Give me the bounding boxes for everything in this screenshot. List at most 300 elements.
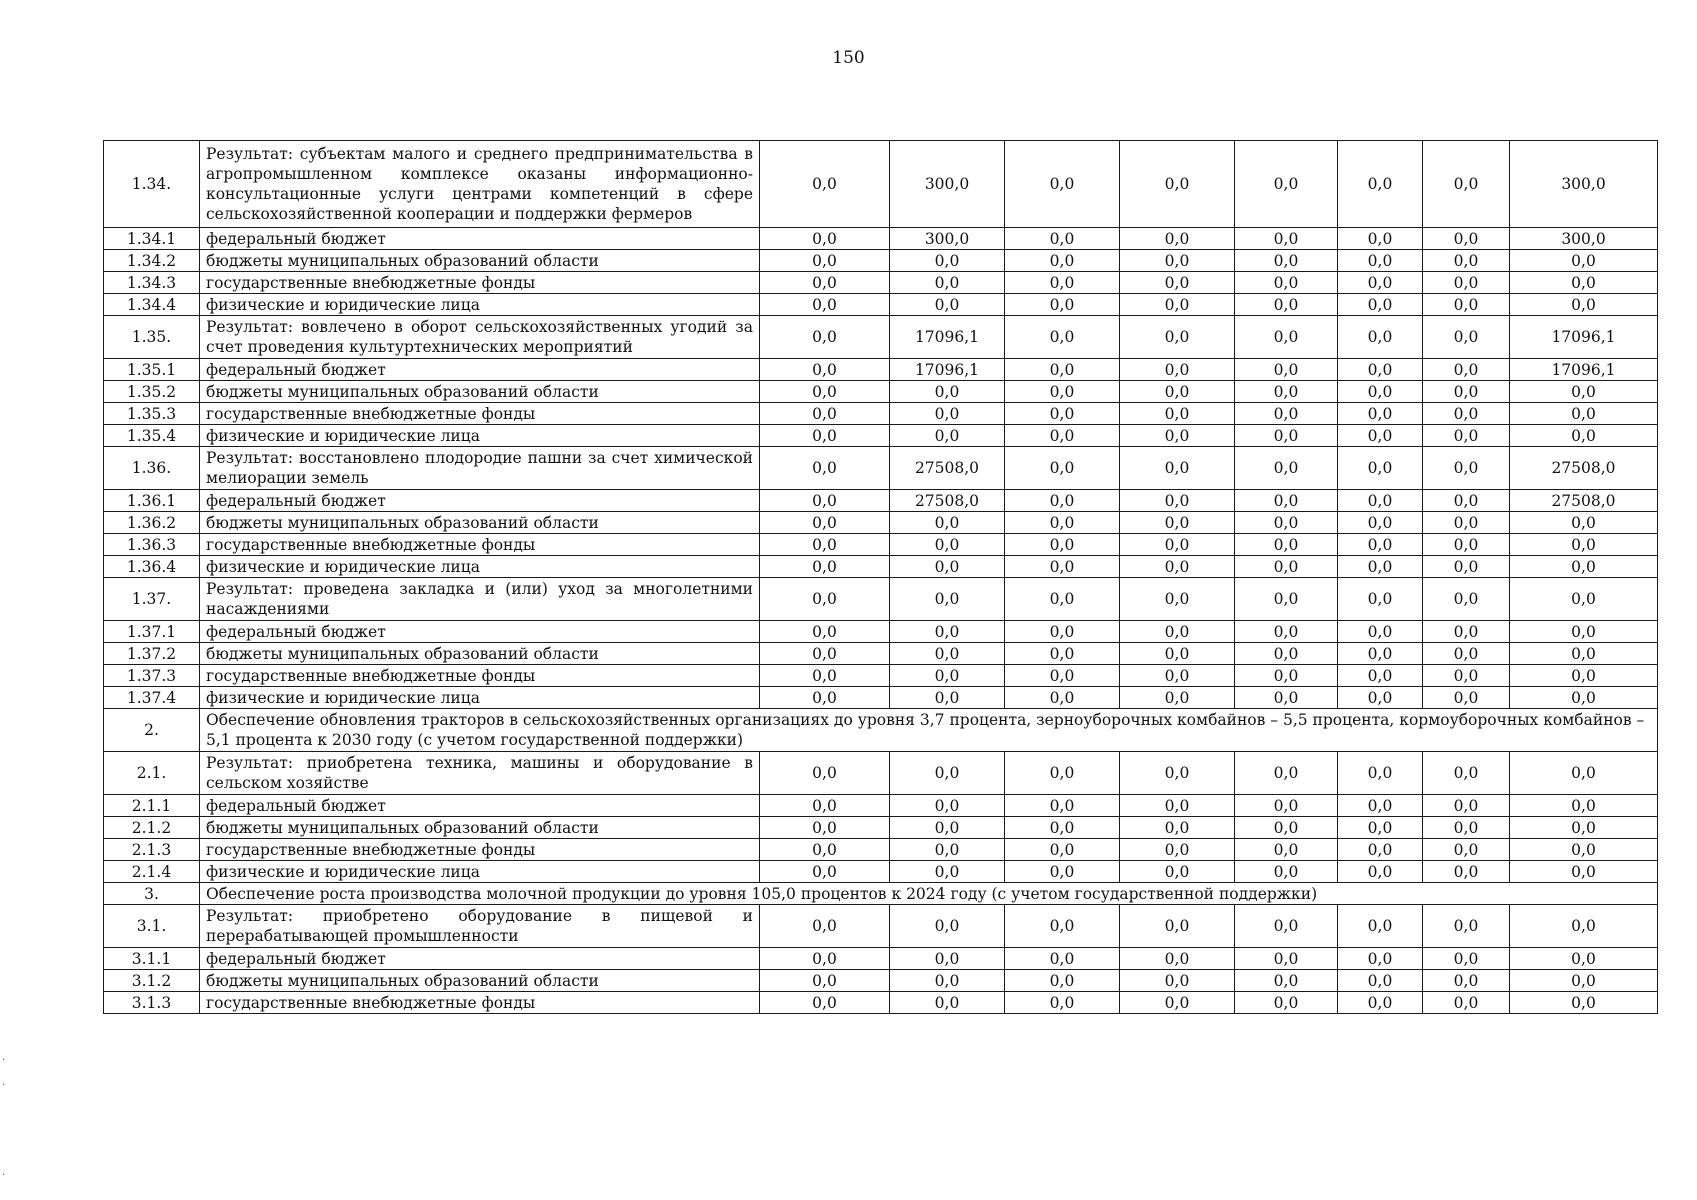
value-cell: 0,0 xyxy=(1235,861,1338,883)
row-number: 3.1.2 xyxy=(104,970,200,992)
result-description: Результат: приобретена техника, машины и оборудование в сельском хозяйстве xyxy=(200,752,760,795)
value-cell: 0,0 xyxy=(1005,534,1120,556)
value-cell: 0,0 xyxy=(1120,447,1235,490)
value-cell: 27508,0 xyxy=(890,490,1005,512)
value-cell: 0,0 xyxy=(760,316,890,359)
funding-source-label: федеральный бюджет xyxy=(200,795,760,817)
value-cell: 0,0 xyxy=(1423,490,1510,512)
result-description: Результат: восстановлено плодородие пашни за счет химической мелиорации земель xyxy=(200,447,760,490)
value-cell: 0,0 xyxy=(760,905,890,948)
result-description: Результат: проведена закладка и (или) уход за многолетними насаждениями xyxy=(200,578,760,621)
value-cell: 0,0 xyxy=(1338,621,1423,643)
value-cell: 0,0 xyxy=(1120,534,1235,556)
value-cell: 0,0 xyxy=(1120,250,1235,272)
value-cell: 0,0 xyxy=(1423,316,1510,359)
value-cell: 0,0 xyxy=(1510,621,1658,643)
funding-source-label: бюджеты муниципальных образований области xyxy=(200,381,760,403)
funding-source-label: бюджеты муниципальных образований области xyxy=(200,970,760,992)
value-cell: 0,0 xyxy=(1005,141,1120,228)
value-cell: 0,0 xyxy=(1423,512,1510,534)
value-cell: 300,0 xyxy=(1510,228,1658,250)
value-cell: 0,0 xyxy=(1423,578,1510,621)
value-cell: 0,0 xyxy=(1338,425,1423,447)
result-description: Результат: приобретено оборудование в пищевой и перерабатывающей промышленности xyxy=(200,905,760,948)
result-description: Результат: субъектам малого и среднего предпринимательства в агропромышленном комплексе оказаны информационно-консультационные услуги центрами компетенций в сфере сельскохозяйственной кооперации и поддержки фермеров xyxy=(200,141,760,228)
value-cell: 0,0 xyxy=(1005,621,1120,643)
scan-edge-mark: · xyxy=(2,1055,6,1066)
value-cell: 0,0 xyxy=(1120,665,1235,687)
source-row xyxy=(104,665,1658,687)
value-cell: 0,0 xyxy=(1510,992,1658,1014)
value-cell: 0,0 xyxy=(1235,381,1338,403)
value-cell: 0,0 xyxy=(1423,228,1510,250)
value-cell: 0,0 xyxy=(1235,970,1338,992)
source-row xyxy=(104,861,1658,883)
value-cell: 0,0 xyxy=(1120,490,1235,512)
value-cell: 0,0 xyxy=(1423,905,1510,948)
value-cell: 0,0 xyxy=(1005,861,1120,883)
value-cell: 0,0 xyxy=(1338,643,1423,665)
value-cell: 0,0 xyxy=(890,556,1005,578)
value-cell: 0,0 xyxy=(1510,512,1658,534)
row-number: 1.37.2 xyxy=(104,643,200,665)
value-cell: 0,0 xyxy=(1235,752,1338,795)
funding-source-label: государственные внебюджетные фонды xyxy=(200,839,760,861)
value-cell: 0,0 xyxy=(1510,665,1658,687)
result-row xyxy=(104,752,1658,795)
value-cell: 0,0 xyxy=(1005,556,1120,578)
value-cell: 0,0 xyxy=(1423,447,1510,490)
value-cell: 0,0 xyxy=(1120,839,1235,861)
funding-source-label: федеральный бюджет xyxy=(200,228,760,250)
value-cell: 0,0 xyxy=(1235,425,1338,447)
value-cell: 0,0 xyxy=(1510,861,1658,883)
scan-edge-mark: · xyxy=(2,1170,6,1181)
value-cell: 0,0 xyxy=(1510,425,1658,447)
value-cell: 0,0 xyxy=(1120,578,1235,621)
value-cell: 0,0 xyxy=(1235,665,1338,687)
value-cell: 0,0 xyxy=(1120,403,1235,425)
value-cell: 0,0 xyxy=(1235,294,1338,316)
source-row xyxy=(104,381,1658,403)
value-cell: 300,0 xyxy=(890,228,1005,250)
row-number: 2.1.2 xyxy=(104,817,200,839)
row-number: 1.35.1 xyxy=(104,359,200,381)
source-row xyxy=(104,948,1658,970)
value-cell: 0,0 xyxy=(890,839,1005,861)
value-cell: 0,0 xyxy=(1235,795,1338,817)
value-cell: 0,0 xyxy=(1338,992,1423,1014)
value-cell: 17096,1 xyxy=(1510,316,1658,359)
result-description: Результат: вовлечено в оборот сельскохозяйственных угодий за счет проведения культуртехнических мероприятий xyxy=(200,316,760,359)
row-number: 1.34.4 xyxy=(104,294,200,316)
value-cell: 0,0 xyxy=(1338,839,1423,861)
value-cell: 0,0 xyxy=(1120,316,1235,359)
value-cell: 0,0 xyxy=(1235,316,1338,359)
value-cell: 0,0 xyxy=(1510,817,1658,839)
value-cell: 0,0 xyxy=(1235,687,1338,709)
result-row xyxy=(104,141,1658,228)
value-cell: 0,0 xyxy=(1120,556,1235,578)
value-cell: 0,0 xyxy=(1120,381,1235,403)
row-number: 1.34. xyxy=(104,141,200,228)
row-number: 1.35.4 xyxy=(104,425,200,447)
value-cell: 0,0 xyxy=(1338,687,1423,709)
value-cell: 0,0 xyxy=(1423,141,1510,228)
funding-source-label: бюджеты муниципальных образований области xyxy=(200,643,760,665)
value-cell: 0,0 xyxy=(1005,905,1120,948)
value-cell: 0,0 xyxy=(1005,839,1120,861)
value-cell: 0,0 xyxy=(1423,272,1510,294)
value-cell: 0,0 xyxy=(1510,970,1658,992)
value-cell: 0,0 xyxy=(1235,534,1338,556)
value-cell: 0,0 xyxy=(1423,817,1510,839)
value-cell: 0,0 xyxy=(1120,359,1235,381)
source-row xyxy=(104,228,1658,250)
funding-source-label: государственные внебюджетные фонды xyxy=(200,992,760,1014)
value-cell: 0,0 xyxy=(1235,905,1338,948)
value-cell: 0,0 xyxy=(1338,556,1423,578)
value-cell: 0,0 xyxy=(1510,403,1658,425)
value-cell: 0,0 xyxy=(1120,992,1235,1014)
value-cell: 17096,1 xyxy=(1510,359,1658,381)
source-row xyxy=(104,621,1658,643)
value-cell: 0,0 xyxy=(1338,817,1423,839)
value-cell: 0,0 xyxy=(1235,512,1338,534)
value-cell: 0,0 xyxy=(1423,665,1510,687)
value-cell: 0,0 xyxy=(1510,272,1658,294)
value-cell: 0,0 xyxy=(760,272,890,294)
value-cell: 0,0 xyxy=(1338,403,1423,425)
value-cell: 0,0 xyxy=(1120,795,1235,817)
page-number: 150 xyxy=(832,48,865,68)
source-row xyxy=(104,795,1658,817)
value-cell: 0,0 xyxy=(890,294,1005,316)
value-cell: 0,0 xyxy=(890,621,1005,643)
result-row xyxy=(104,578,1658,621)
value-cell: 300,0 xyxy=(890,141,1005,228)
funding-source-label: физические и юридические лица xyxy=(200,425,760,447)
source-row xyxy=(104,970,1658,992)
value-cell: 0,0 xyxy=(1235,272,1338,294)
row-number: 3.1.1 xyxy=(104,948,200,970)
value-cell: 0,0 xyxy=(1005,447,1120,490)
row-number: 1.35. xyxy=(104,316,200,359)
value-cell: 0,0 xyxy=(1235,817,1338,839)
value-cell: 0,0 xyxy=(760,425,890,447)
value-cell: 0,0 xyxy=(1235,403,1338,425)
value-cell: 0,0 xyxy=(1235,141,1338,228)
value-cell: 0,0 xyxy=(1005,970,1120,992)
value-cell: 0,0 xyxy=(760,250,890,272)
value-cell: 0,0 xyxy=(1120,948,1235,970)
value-cell: 0,0 xyxy=(1338,861,1423,883)
value-cell: 300,0 xyxy=(1510,141,1658,228)
value-cell: 0,0 xyxy=(760,381,890,403)
funding-source-label: государственные внебюджетные фонды xyxy=(200,272,760,294)
value-cell: 0,0 xyxy=(1120,272,1235,294)
value-cell: 0,0 xyxy=(1510,578,1658,621)
value-cell: 0,0 xyxy=(1423,403,1510,425)
value-cell: 0,0 xyxy=(1005,687,1120,709)
value-cell: 0,0 xyxy=(890,250,1005,272)
section-row xyxy=(104,883,1658,905)
value-cell: 0,0 xyxy=(890,752,1005,795)
value-cell: 0,0 xyxy=(1235,839,1338,861)
value-cell: 0,0 xyxy=(890,905,1005,948)
value-cell: 0,0 xyxy=(1510,556,1658,578)
value-cell: 0,0 xyxy=(1423,992,1510,1014)
row-number: 1.37.1 xyxy=(104,621,200,643)
source-row xyxy=(104,556,1658,578)
value-cell: 0,0 xyxy=(1423,643,1510,665)
value-cell: 0,0 xyxy=(1510,752,1658,795)
value-cell: 0,0 xyxy=(1005,795,1120,817)
source-row xyxy=(104,425,1658,447)
source-row xyxy=(104,643,1658,665)
value-cell: 0,0 xyxy=(1338,359,1423,381)
value-cell: 0,0 xyxy=(1338,228,1423,250)
value-cell: 0,0 xyxy=(760,447,890,490)
value-cell: 0,0 xyxy=(760,687,890,709)
value-cell: 0,0 xyxy=(1510,294,1658,316)
row-number: 2.1.1 xyxy=(104,795,200,817)
value-cell: 0,0 xyxy=(1005,512,1120,534)
row-number: 1.36.1 xyxy=(104,490,200,512)
value-cell: 0,0 xyxy=(1338,381,1423,403)
value-cell: 0,0 xyxy=(1338,272,1423,294)
value-cell: 0,0 xyxy=(1235,228,1338,250)
value-cell: 0,0 xyxy=(1338,447,1423,490)
value-cell: 0,0 xyxy=(1235,250,1338,272)
result-row xyxy=(104,905,1658,948)
value-cell: 0,0 xyxy=(890,861,1005,883)
funding-source-label: бюджеты муниципальных образований области xyxy=(200,512,760,534)
value-cell: 27508,0 xyxy=(1510,490,1658,512)
value-cell: 0,0 xyxy=(1423,294,1510,316)
value-cell: 0,0 xyxy=(890,512,1005,534)
value-cell: 0,0 xyxy=(1235,643,1338,665)
value-cell: 0,0 xyxy=(1005,294,1120,316)
row-number: 1.36.3 xyxy=(104,534,200,556)
value-cell: 0,0 xyxy=(1510,534,1658,556)
source-row xyxy=(104,512,1658,534)
value-cell: 0,0 xyxy=(1005,643,1120,665)
value-cell: 0,0 xyxy=(1423,795,1510,817)
value-cell: 0,0 xyxy=(1423,839,1510,861)
value-cell: 17096,1 xyxy=(890,316,1005,359)
value-cell: 0,0 xyxy=(1235,447,1338,490)
funding-source-label: государственные внебюджетные фонды xyxy=(200,665,760,687)
value-cell: 0,0 xyxy=(1338,948,1423,970)
value-cell: 0,0 xyxy=(760,359,890,381)
value-cell: 0,0 xyxy=(1338,250,1423,272)
row-number: 2.1. xyxy=(104,752,200,795)
funding-source-label: федеральный бюджет xyxy=(200,621,760,643)
value-cell: 0,0 xyxy=(760,490,890,512)
value-cell: 0,0 xyxy=(1120,141,1235,228)
value-cell: 0,0 xyxy=(760,556,890,578)
value-cell: 0,0 xyxy=(890,665,1005,687)
result-row xyxy=(104,316,1658,359)
value-cell: 0,0 xyxy=(1338,490,1423,512)
value-cell: 0,0 xyxy=(1005,817,1120,839)
value-cell: 0,0 xyxy=(1510,905,1658,948)
value-cell: 0,0 xyxy=(1235,359,1338,381)
source-row xyxy=(104,687,1658,709)
value-cell: 0,0 xyxy=(890,381,1005,403)
value-cell: 0,0 xyxy=(1338,316,1423,359)
value-cell: 0,0 xyxy=(1235,490,1338,512)
value-cell: 0,0 xyxy=(1423,861,1510,883)
row-number: 1.36.4 xyxy=(104,556,200,578)
value-cell: 0,0 xyxy=(1120,621,1235,643)
value-cell: 0,0 xyxy=(890,687,1005,709)
value-cell: 0,0 xyxy=(1338,512,1423,534)
funding-source-label: государственные внебюджетные фонды xyxy=(200,534,760,556)
row-number: 1.36. xyxy=(104,447,200,490)
value-cell: 0,0 xyxy=(760,839,890,861)
value-cell: 0,0 xyxy=(1510,687,1658,709)
source-row xyxy=(104,272,1658,294)
value-cell: 0,0 xyxy=(760,752,890,795)
row-number: 2.1.4 xyxy=(104,861,200,883)
value-cell: 0,0 xyxy=(1338,905,1423,948)
value-cell: 0,0 xyxy=(760,141,890,228)
value-cell: 0,0 xyxy=(1510,250,1658,272)
value-cell: 0,0 xyxy=(890,992,1005,1014)
funding-source-label: физические и юридические лица xyxy=(200,294,760,316)
value-cell: 0,0 xyxy=(1338,534,1423,556)
value-cell: 0,0 xyxy=(890,643,1005,665)
source-row xyxy=(104,992,1658,1014)
value-cell: 0,0 xyxy=(1423,621,1510,643)
value-cell: 0,0 xyxy=(760,643,890,665)
value-cell: 0,0 xyxy=(1423,687,1510,709)
value-cell: 0,0 xyxy=(760,403,890,425)
value-cell: 0,0 xyxy=(1120,643,1235,665)
row-number: 3.1. xyxy=(104,905,200,948)
value-cell: 0,0 xyxy=(1423,425,1510,447)
value-cell: 0,0 xyxy=(1120,294,1235,316)
value-cell: 0,0 xyxy=(1235,992,1338,1014)
value-cell: 0,0 xyxy=(760,621,890,643)
value-cell: 0,0 xyxy=(1423,250,1510,272)
row-number: 1.37.3 xyxy=(104,665,200,687)
value-cell: 0,0 xyxy=(1005,359,1120,381)
value-cell: 0,0 xyxy=(1120,752,1235,795)
value-cell: 0,0 xyxy=(1005,272,1120,294)
value-cell: 0,0 xyxy=(1005,228,1120,250)
value-cell: 0,0 xyxy=(1423,359,1510,381)
value-cell: 0,0 xyxy=(760,534,890,556)
value-cell: 0,0 xyxy=(1423,381,1510,403)
value-cell: 0,0 xyxy=(1120,687,1235,709)
value-cell: 0,0 xyxy=(1510,381,1658,403)
value-cell: 0,0 xyxy=(760,294,890,316)
value-cell: 0,0 xyxy=(1423,970,1510,992)
value-cell: 0,0 xyxy=(1338,578,1423,621)
row-number: 1.36.2 xyxy=(104,512,200,534)
value-cell: 0,0 xyxy=(890,578,1005,621)
value-cell: 0,0 xyxy=(1235,948,1338,970)
value-cell: 0,0 xyxy=(1423,556,1510,578)
value-cell: 0,0 xyxy=(1005,381,1120,403)
value-cell: 0,0 xyxy=(890,970,1005,992)
value-cell: 0,0 xyxy=(760,970,890,992)
value-cell: 27508,0 xyxy=(890,447,1005,490)
value-cell: 0,0 xyxy=(760,578,890,621)
value-cell: 0,0 xyxy=(1005,752,1120,795)
value-cell: 0,0 xyxy=(760,861,890,883)
row-number: 1.37. xyxy=(104,578,200,621)
value-cell: 0,0 xyxy=(1338,294,1423,316)
row-number: 2. xyxy=(104,709,200,752)
value-cell: 0,0 xyxy=(1510,948,1658,970)
value-cell: 0,0 xyxy=(1005,948,1120,970)
row-number: 1.37.4 xyxy=(104,687,200,709)
row-number: 3.1.3 xyxy=(104,992,200,1014)
budget-table xyxy=(103,140,1658,1014)
value-cell: 0,0 xyxy=(1338,970,1423,992)
section-description: Обеспечение обновления тракторов в сельскохозяйственных организациях до уровня 3,7 процента, зерноуборочных комбайнов – 5,5 процента, кормоуборочных комбайнов – 5,1 процента к 2030 году (с учетом государственной поддержки) xyxy=(200,709,1658,752)
value-cell: 0,0 xyxy=(1235,556,1338,578)
value-cell: 0,0 xyxy=(890,425,1005,447)
funding-source-label: физические и юридические лица xyxy=(200,687,760,709)
value-cell: 17096,1 xyxy=(890,359,1005,381)
row-number: 1.34.3 xyxy=(104,272,200,294)
funding-source-label: федеральный бюджет xyxy=(200,948,760,970)
source-row xyxy=(104,250,1658,272)
row-number: 3. xyxy=(104,883,200,905)
value-cell: 0,0 xyxy=(1423,534,1510,556)
section-row xyxy=(104,709,1658,752)
value-cell: 0,0 xyxy=(1005,578,1120,621)
value-cell: 0,0 xyxy=(1120,228,1235,250)
value-cell: 0,0 xyxy=(760,992,890,1014)
value-cell: 0,0 xyxy=(1005,425,1120,447)
value-cell: 0,0 xyxy=(1423,752,1510,795)
value-cell: 0,0 xyxy=(1005,403,1120,425)
scan-edge-mark: · xyxy=(2,1080,6,1091)
value-cell: 0,0 xyxy=(1120,905,1235,948)
source-row xyxy=(104,839,1658,861)
value-cell: 0,0 xyxy=(890,534,1005,556)
funding-source-label: физические и юридические лица xyxy=(200,556,760,578)
value-cell: 0,0 xyxy=(1423,948,1510,970)
row-number: 1.35.2 xyxy=(104,381,200,403)
source-row xyxy=(104,534,1658,556)
value-cell: 27508,0 xyxy=(1510,447,1658,490)
value-cell: 0,0 xyxy=(1510,839,1658,861)
value-cell: 0,0 xyxy=(760,512,890,534)
value-cell: 0,0 xyxy=(1120,425,1235,447)
value-cell: 0,0 xyxy=(760,795,890,817)
value-cell: 0,0 xyxy=(890,272,1005,294)
value-cell: 0,0 xyxy=(1338,141,1423,228)
row-number: 2.1.3 xyxy=(104,839,200,861)
value-cell: 0,0 xyxy=(890,795,1005,817)
value-cell: 0,0 xyxy=(1338,665,1423,687)
value-cell: 0,0 xyxy=(1338,795,1423,817)
value-cell: 0,0 xyxy=(760,817,890,839)
row-number: 1.34.1 xyxy=(104,228,200,250)
value-cell: 0,0 xyxy=(1338,752,1423,795)
value-cell: 0,0 xyxy=(760,228,890,250)
funding-source-label: бюджеты муниципальных образований области xyxy=(200,250,760,272)
section-description: Обеспечение роста производства молочной продукции до уровня 105,0 процентов к 2024 году (с учетом государственной поддержки) xyxy=(200,883,1658,905)
funding-source-label: федеральный бюджет xyxy=(200,359,760,381)
